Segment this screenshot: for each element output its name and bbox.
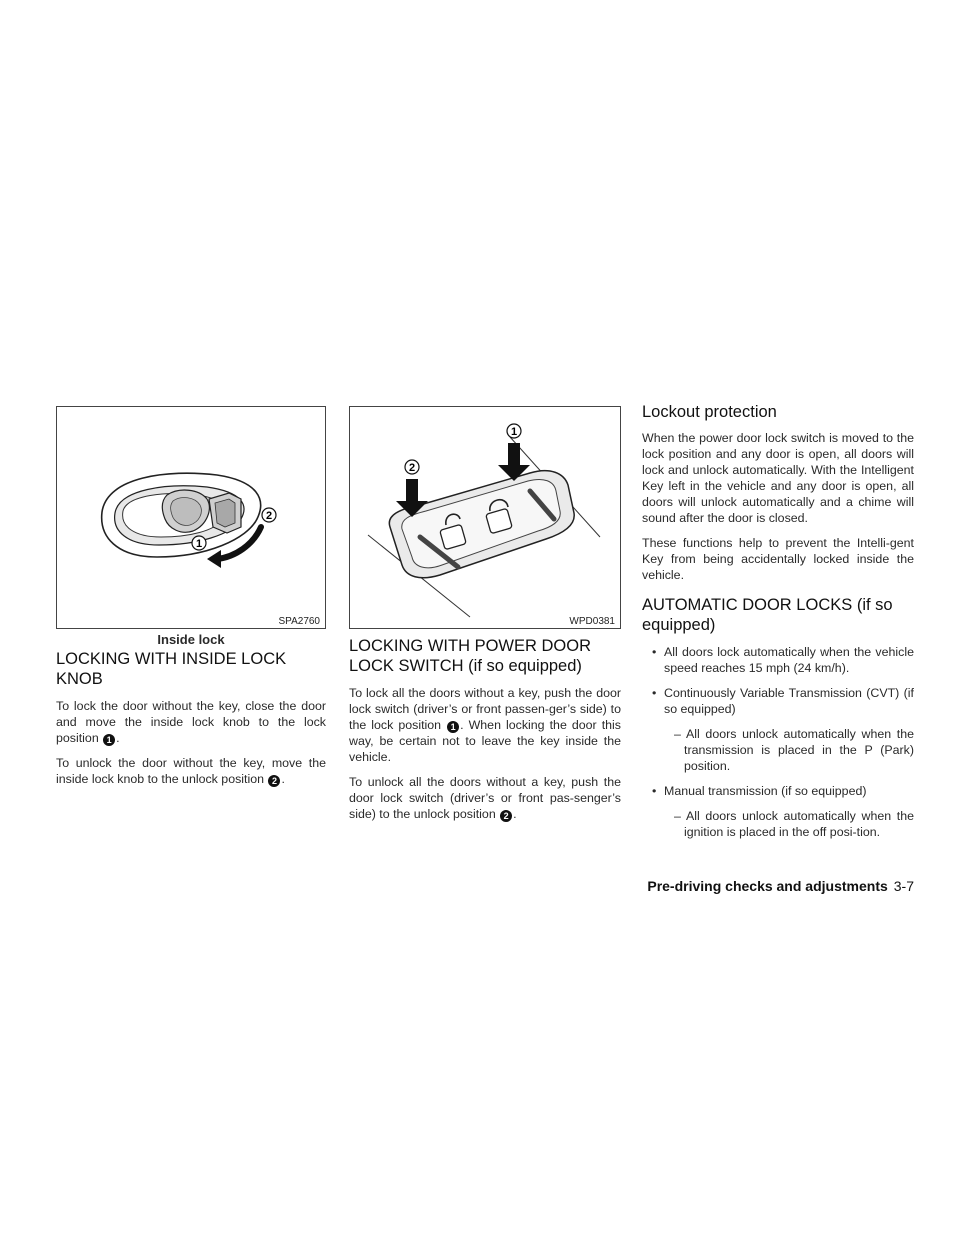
section-heading: LOCKING WITH INSIDE LOCK KNOB: [56, 650, 287, 688]
list-sub-item: – All doors unlock automatically when the transmission is placed in the P (Park) position.: [674, 727, 914, 773]
list-sub-item: – All doors unlock automatically when the ignition is placed in the off posi-tion.: [674, 809, 914, 839]
callout-2: 2: [408, 462, 416, 474]
footer-section: Pre-driving checks and adjustments: [647, 878, 888, 894]
page-footer: [647, 878, 914, 894]
paragraph: When the power door lock switch is moved to the lock position and any door is open, all doors will lock and unlock automatically. With the Intelligent Key left in the vehicle and any door is open, all doors will unlock automatically and a chime will sound after the door is closed.: [642, 431, 914, 525]
inside-lock-illustration: [57, 407, 327, 628]
list-item: • Continuously Variable Transmission (CVT) (if so equipped): [652, 686, 914, 716]
paragraph: To lock the door without the key, close the door and move the inside lock knob to the lock position 1 .: [56, 699, 326, 745]
callout-2-icon: 2: [500, 810, 512, 822]
paragraph: These functions help to prevent the Intelli-gent Key from being accidentally locked inside the vehicle.: [642, 536, 914, 582]
paragraph: To unlock the door without the key, move the inside lock knob to the unlock position 2 .: [56, 756, 326, 786]
callout-2-icon: 2: [268, 775, 280, 787]
figure-power-door-lock: [349, 406, 621, 629]
dash-icon: –: [674, 809, 681, 823]
page-number: 3-7: [893, 878, 914, 894]
callout-2: 2: [265, 510, 273, 522]
figure-code: WPD0381: [569, 616, 615, 627]
column-power-door-lock: [349, 406, 621, 831]
bullet-icon: •: [652, 686, 657, 700]
bullet-icon: •: [652, 784, 657, 798]
callout-1-icon: 1: [447, 721, 459, 733]
callout-1: 1: [195, 538, 203, 550]
section-heading: AUTOMATIC DOOR LOCKS (if so equipped): [642, 596, 893, 634]
figure-caption: Inside lock: [157, 632, 225, 647]
auto-lock-list: [642, 644, 914, 840]
section-heading: LOCKING WITH POWER DOOR LOCK SWITCH (if so equipped): [349, 637, 592, 675]
subsection-heading: Lockout protection: [642, 403, 777, 421]
power-lock-switch-illustration: [350, 407, 622, 628]
paragraph: To lock all the doors without a key, push the door lock switch (driver’s or front passen-ger’s side) to the lock position 1 . When locking the door this way, be certain not to leave the key inside the vehicle.: [349, 686, 621, 764]
paragraph: To unlock all the doors without a key, push the door lock switch (driver’s or front pas-senger’s side) to the unlock position 2 .: [349, 775, 621, 821]
figure-code: SPA2760: [278, 616, 320, 627]
list-item: • Manual transmission (if so equipped): [652, 784, 867, 798]
list-item: • All doors lock automatically when the vehicle speed reaches 15 mph (24 km/h).: [652, 645, 914, 675]
bullet-icon: •: [652, 645, 657, 659]
dash-icon: –: [674, 727, 681, 741]
callout-1: 1: [510, 426, 518, 438]
column-lockout-protection: [642, 402, 914, 849]
column-inside-lock: [56, 406, 326, 796]
callout-1-icon: 1: [103, 734, 115, 746]
figure-inside-lock: [56, 406, 326, 629]
